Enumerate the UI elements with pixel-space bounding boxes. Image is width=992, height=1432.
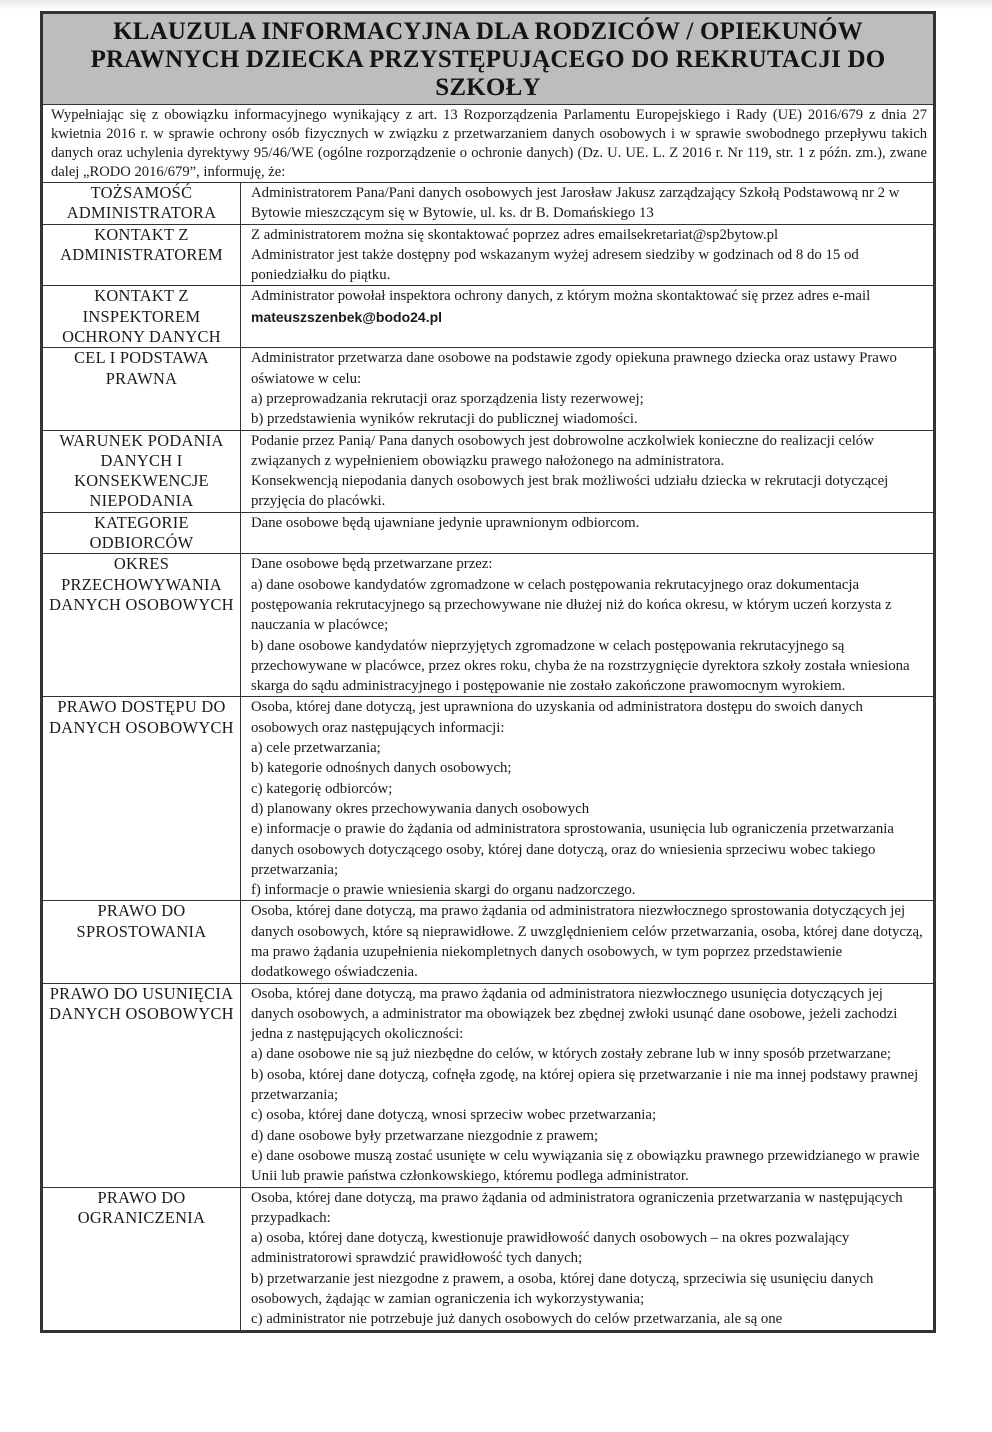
clause-line-text: c) kategorię odbiorców;	[251, 780, 393, 797]
clause-label: KATEGORIE ODBIORCÓW	[43, 512, 241, 554]
clause-line-text: a) dane osobowe kandydatów zgromadzone w celach postępowania rekrutacyjnego oraz dokumentacja postępowania rekrutacyjnego są przechowywane nie dłużej niż do końca okresu, w którym uczeń korzysta z nauczania w placówce;	[251, 576, 892, 634]
clause-content	[241, 512, 934, 554]
clause-label: OKRES PRZECHOWYWANIA DANYCH OSOBOWYCH	[43, 554, 241, 697]
clause-line	[251, 799, 925, 819]
clause-line	[251, 554, 925, 574]
clause-line-text: Administrator powołał inspektora ochrony danych, z którym można skontaktować się przez adres e-mail	[251, 288, 871, 305]
clause-line	[251, 1126, 925, 1146]
clause-line-text: Z administratorem można się skontaktować poprzez adres emailsekretariat@sp2bytow.pl	[251, 226, 779, 243]
clause-line	[251, 1044, 925, 1064]
clause-row	[43, 697, 934, 901]
clause-content	[241, 286, 934, 348]
clause-line	[251, 409, 925, 429]
clause-content	[241, 901, 934, 983]
clause-line	[251, 1269, 925, 1310]
clause-label: KONTAKT Z ADMINISTRATOREM	[43, 224, 241, 286]
clause-label: WARUNEK PODANIA DANYCH I KONSEKWENCJE NIEPODANIA	[43, 430, 241, 512]
clause-line	[251, 1309, 925, 1329]
clause-row	[43, 183, 934, 225]
clause-row	[43, 286, 934, 348]
clause-line	[251, 779, 925, 799]
clause-line	[251, 901, 925, 982]
clause-line	[251, 245, 925, 286]
clause-line-text: a) osoba, której dane dotyczą, kwestionuje prawidłowość danych osobowych – na okres pozwalający administratorowi sprawdzić prawidłowość tych danych;	[251, 1230, 850, 1267]
clause-line-text: b) kategorie odnośnych danych osobowych;	[251, 760, 512, 777]
clause-row	[43, 1187, 934, 1330]
clause-line-text: Osoba, której dane dotyczą, ma prawo żądania od administratora ograniczenia przetwarzania w następujących przypadkach:	[251, 1189, 903, 1226]
title-line: SZKOŁY	[435, 74, 541, 101]
clause-line-text: f) informacje o prawie wniesienia skargi do organu nadzorczego.	[251, 882, 636, 899]
clause-line	[251, 575, 925, 636]
clause-line-text: Podanie przez Panią/ Pana danych osobowych jest dobrowolne aczkolwiek konieczne do realizacji celów związanych z wypełnieniem obowiązku prawego nałożonego na administratora.	[251, 432, 874, 469]
clause-content	[241, 1187, 934, 1330]
clause-line	[251, 1146, 925, 1187]
clause-line-text: Administrator przetwarza dane osobowe na podstawie zgody opiekuna prawnego dziecka oraz ustawy Prawo oświatowe w celu:	[251, 350, 897, 387]
clause-line	[251, 1065, 925, 1106]
dpo-email: mateuszszenbek@bodo24.pl	[251, 308, 443, 325]
clause-row	[43, 348, 934, 430]
clause-line-text: Dane osobowe będą przetwarzane przez:	[251, 556, 493, 573]
clause-line	[251, 471, 925, 512]
clause-label: TOŻSAMOŚĆ ADMINISTRATORA	[43, 183, 241, 225]
clause-line-text: c) osoba, której dane dotyczą, wnosi sprzeciw wobec przetwarzania;	[251, 1107, 657, 1124]
clause-label: PRAWO DO SPROSTOWANIA	[43, 901, 241, 983]
clause-line	[251, 880, 925, 900]
clause-content	[241, 983, 934, 1187]
clause-line-text: Administratorem Pana/Pani danych osobowych jest Jarosław Jakusz zarządzający Szkołą Podstawową nr 2 w Bytowie mieszczącym się w Bytowie, ul. ks. dr B. Domańskiego 13	[251, 185, 900, 222]
clause-label: KONTAKT Z INSPEKTOREM OCHRONY DANYCH	[43, 286, 241, 348]
title-row	[43, 14, 934, 105]
clause-content	[241, 554, 934, 697]
clause-line	[251, 225, 925, 245]
clause-label: PRAWO DOSTĘPU DO DANYCH OSOBOWYCH	[43, 697, 241, 901]
clause-line	[251, 389, 925, 409]
clause-line-text: b) przedstawienia wyników rekrutacji do publicznej wiadomości.	[251, 411, 638, 428]
clause-line	[251, 819, 925, 880]
clause-line	[251, 1105, 925, 1125]
title-line: PRAWNYCH DZIECKA PRZYSTĘPUJĄCEGO DO REKRUTACJI DO	[90, 46, 886, 73]
clause-line	[251, 1188, 925, 1229]
clause-content	[241, 348, 934, 430]
clause-line-text: Administrator jest także dostępny pod wskazanym wyżej adresem siedziby w godzinach od 8 do 15 od poniedziałku do piątku.	[251, 246, 859, 284]
clause-line	[251, 183, 925, 224]
clause-line-text: a) dane osobowe nie są już niezbędne do celów, w których zostały zebrane lub w inny sposób przetwarzane;	[251, 1046, 892, 1063]
intro-paragraph: Wypełniając się z obowiązku informacyjnego wynikający z art. 13 Rozporządzenia Parlamentu Europejskiego i Rady (UE) 2016/679 z dnia 27 kwietnia 2016 r. w sprawie ochrony osób fizycznych w związku z przetwarzaniem danych osobowych i w sprawie swobodnego przepływu takich danych oraz uchylenia dyrektywy 95/46/WE (ogólne rozporządzenie o ochronie danych) (Dz. U. UE. L. Z 2016 r. Nr 119, str. 1 z późn. zm.), zwane dalej „RODO 2016/679”, informuję, że:	[43, 105, 934, 183]
clause-line-text: Dane osobowe będą ujawniane jedynie uprawnionym odbiorcom.	[251, 514, 640, 531]
clause-line-text: Konsekwencją niepodania danych osobowych jest brak możliwości udziału dziecka w rekrutacji dotyczącej przyjęcia do placówki.	[251, 473, 889, 510]
clause-line	[251, 513, 925, 533]
title-line: KLAUZULA INFORMACYJNA DLA RODZICÓW / OPIEKUNÓW	[113, 18, 863, 45]
clause-line-text: b) przetwarzanie jest niezgodne z prawem, a osoba, której dane dotyczą, sprzeciwia się usunięciu danych osobowych, żądając w zamian ograniczenia ich wykorzystywania;	[251, 1270, 874, 1308]
clause-line	[251, 636, 925, 697]
clause-label: CEL I PODSTAWA PRAWNA	[43, 348, 241, 430]
clause-row	[43, 901, 934, 983]
information-clause-document	[40, 11, 936, 1333]
clause-row	[43, 554, 934, 697]
clause-content	[241, 430, 934, 512]
clause-label: PRAWO DO OGRANICZENIA	[43, 1187, 241, 1330]
clause-line-text: c) administrator nie potrzebuje już danych osobowych do celów przetwarzania, ale są one	[251, 1311, 783, 1328]
clause-line-text: e) informacje o prawie do żądania od administratora sprostowania, usunięcia lub ograniczenia przetwarzania danych osobowych dotyczącego osoby, której dane dotyczą, oraz do wniesienia sprzeciwu wobec takiego przetwarzania;	[251, 821, 894, 878]
clause-line-text: Osoba, której dane dotyczą, jest uprawniona do uzyskania od administratora dostępu do swoich danych osobowych oraz następujących informacji:	[251, 699, 863, 736]
clause-line	[251, 1228, 925, 1269]
clause-line-text: b) osoba, której dane dotyczą, cofnęła zgodę, na której opiera się przetwarzanie i nie ma innej podstawy prawnej przetwarzania;	[251, 1066, 919, 1104]
clause-line-text: b) dane osobowe kandydatów nieprzyjętych zgromadzone w celach postępowania rekrutacyjnego są przechowywane w placówce, przez okres roku, chyba że na rozstrzygnięcie dyrektora szkoły została wniesiona skarga do sądu administracyjnego i postępowanie nie zostało zakończone prawomocnym wyrokiem.	[251, 637, 910, 695]
clause-line	[251, 984, 925, 1045]
clause-line-text: a) cele przetwarzania;	[251, 740, 381, 757]
clause-line-text: Osoba, której dane dotyczą, ma prawo żądania od administratora niezwłocznego usunięcia dotyczących jej danych osobowych, a administrator ma obowiązek bez zbędnej zwłoki usunąć dane osobowe, jeżeli zachodzi jedna z następujących okoliczności:	[251, 985, 898, 1043]
clause-line-text: e) dane osobowe muszą zostać usunięte w celu wywiązania się z obowiązku prawnego przewidzianego w prawie Unii lub prawie państwa członkowskiego, któremu podlega administrator.	[251, 1147, 920, 1185]
scan-edge	[0, 0, 992, 10]
clause-line	[251, 431, 925, 472]
clause-table	[42, 13, 934, 1331]
clause-content	[241, 224, 934, 286]
document-title	[43, 14, 934, 105]
clause-line-text: d) planowany okres przechowywania danych osobowych	[251, 800, 590, 817]
clause-row	[43, 512, 934, 554]
clause-line-text: a) przeprowadzania rekrutacji oraz sporządzenia listy rezerwowej;	[251, 390, 644, 407]
clause-line	[251, 286, 925, 328]
clause-content	[241, 697, 934, 901]
clause-line	[251, 758, 925, 778]
clause-line	[251, 697, 925, 738]
clause-row	[43, 983, 934, 1187]
intro-row	[43, 105, 934, 183]
clause-row	[43, 430, 934, 512]
clause-line-text: d) dane osobowe były przetwarzane niezgodnie z prawem;	[251, 1127, 599, 1144]
clause-content	[241, 183, 934, 225]
clause-line	[251, 348, 925, 389]
clause-line	[251, 738, 925, 758]
clause-line-text: Osoba, której dane dotyczą, ma prawo żądania od administratora niezwłocznego sprostowania dotyczących jej danych osobowych, które są nieprawidłowe. Z uwzględnieniem celów przetwarzania, osoba, której dane dotyczą, ma prawo żądania uzupełnienia niekompletnych danych osobowych, w tym poprzez przedstawienie dodatkowego oświadczenia.	[251, 903, 923, 981]
clause-row	[43, 224, 934, 286]
clause-label: PRAWO DO USUNIĘCIA DANYCH OSOBOWYCH	[43, 983, 241, 1187]
